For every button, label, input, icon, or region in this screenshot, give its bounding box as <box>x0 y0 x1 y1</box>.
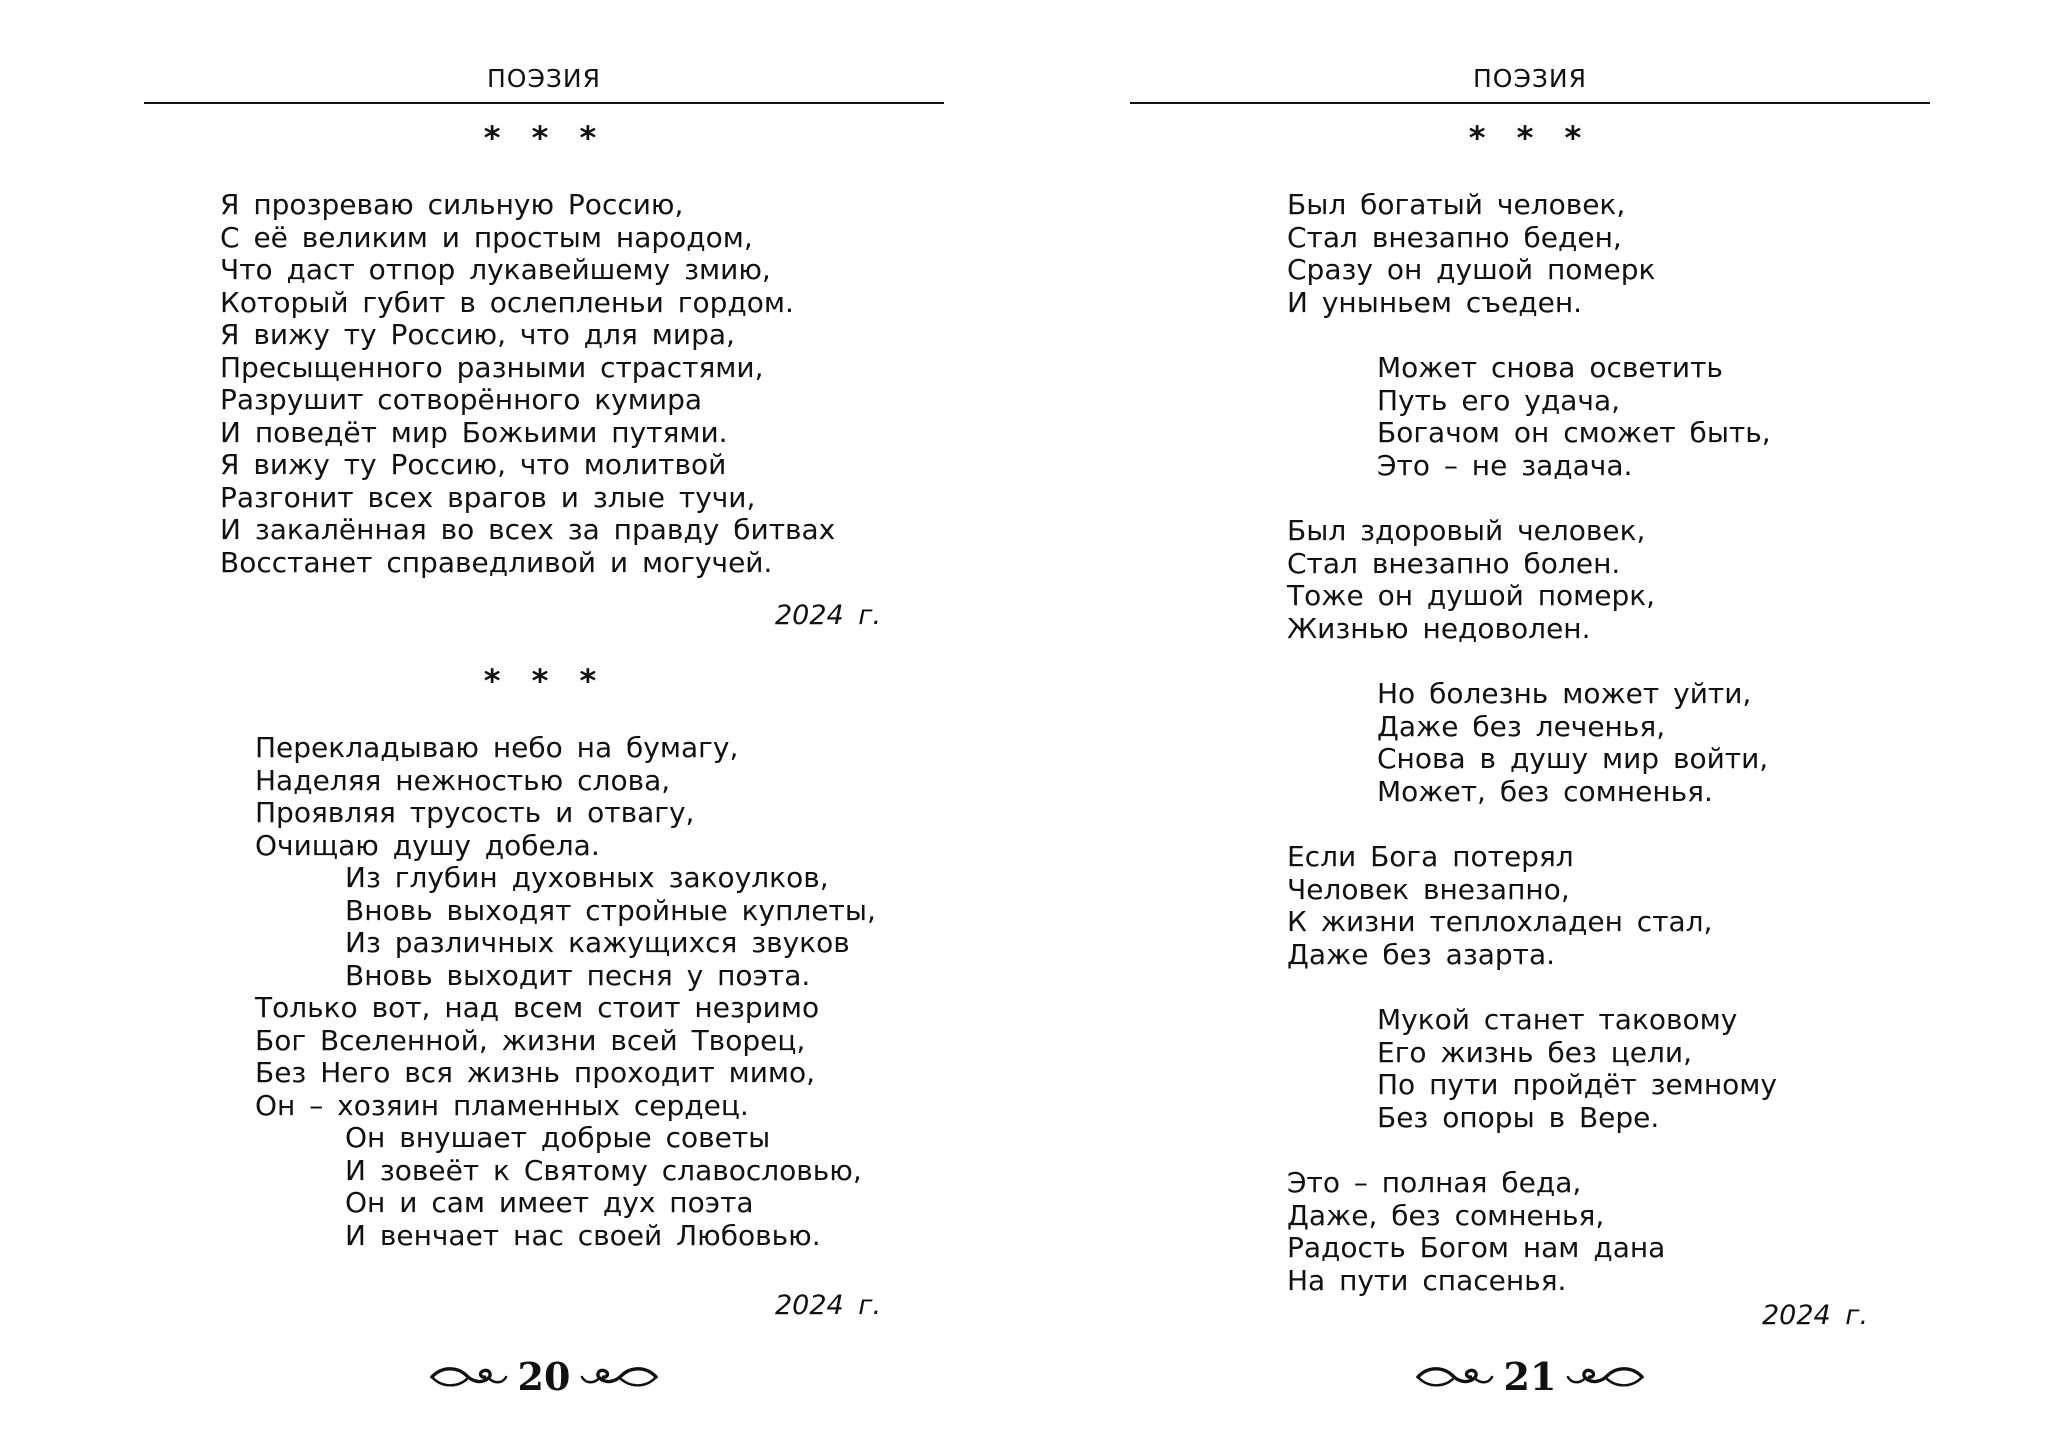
poem-line: Разгонит всех врагов и злые тучи, <box>220 480 756 514</box>
poem-line: Который губит в ослепленьи гордом. <box>220 285 794 319</box>
header-rule-right <box>1130 102 1930 104</box>
page-header-right: ПОЭЗИЯ <box>1472 64 1588 93</box>
poem-line: Стал внезапно болен. <box>1287 546 1621 580</box>
poem-line: Путь его удача, <box>1377 383 1620 417</box>
poem-line: Только вот, над всем стоит незримо <box>255 991 820 1024</box>
poem-line: По пути пройдёт земному <box>1377 1068 1777 1101</box>
ornament-left-icon <box>428 1362 510 1392</box>
poem-line: Его жизнь без цели, <box>1377 1035 1693 1069</box>
poem-line: Сразу он душой померк <box>1287 253 1656 286</box>
poem-line: И поведёт мир Божьими путями. <box>220 415 728 449</box>
ornament-right-icon <box>578 1362 660 1392</box>
poem-line: Стал внезапно беден, <box>1287 220 1622 254</box>
page-header-left: ПОЭЗИЯ <box>486 64 602 93</box>
header-rule-left <box>144 102 944 104</box>
poem-line: Но болезнь может уйти, <box>1377 677 1752 710</box>
poem-line: Был богатый человек, <box>1287 188 1626 221</box>
poem-line: Я прозреваю сильную Россию, <box>220 188 684 221</box>
poem-line: Очищаю душу добела. <box>255 828 600 862</box>
stanza-gap <box>1287 319 1777 352</box>
poem-line: Проявляя трусость и отвагу, <box>255 796 695 829</box>
poem-line: Из глубин духовных закоулков, <box>345 861 829 894</box>
poem-line: Я вижу ту Россию, что молитвой <box>220 448 727 481</box>
poem-line: Даже, без сомненья, <box>1287 1198 1605 1232</box>
stanza-gap <box>1287 645 1777 678</box>
poem-line: К жизни теплохладен стал, <box>1287 905 1713 938</box>
ornament-right-icon <box>1564 1362 1646 1392</box>
stanza-gap <box>1287 482 1777 515</box>
poem-line: Может, без сомненья. <box>1377 774 1713 808</box>
poem-line: Я вижу ту Россию, что для мира, <box>220 318 735 351</box>
poem-line: Что даст отпор лукавейшему змию, <box>220 253 771 286</box>
poem-line: Был здоровый человек, <box>1287 514 1646 547</box>
poem-perekladyvayu <box>255 732 876 1252</box>
stanza-gap <box>1287 1134 1777 1167</box>
poem-line: И зовеёт к Святому славословью, <box>345 1153 862 1187</box>
poem-line: Если Бога потерял <box>1287 840 1574 873</box>
poem-line: Даже без леченья, <box>1377 709 1666 743</box>
poem-line: Вновь выходят стройные куплеты, <box>345 893 876 927</box>
poem-line: Он внушает добрые советы <box>345 1121 771 1154</box>
poem-date-2: 2024 г. <box>775 1290 882 1321</box>
page-number-right <box>1386 1354 1674 1399</box>
stanza-gap <box>1287 971 1777 1004</box>
poem-line: Радость Богом нам дана <box>1287 1231 1666 1264</box>
ornament-left-icon <box>1414 1362 1496 1392</box>
poem-line: Мукой станет таковому <box>1377 1003 1738 1036</box>
poem-line: Даже без азарта. <box>1287 937 1556 971</box>
poem-line: Он – хозяин пламенных сердец. <box>255 1088 749 1122</box>
poem-separator-1: * * * <box>483 119 607 157</box>
poem-line: Богачом он сможет быть, <box>1377 416 1771 449</box>
poem-line: Жизнью недоволен. <box>1287 611 1591 645</box>
poem-separator-2: * * * <box>483 662 607 700</box>
poem-line: Бог Вселенной, жизни всей Творец, <box>255 1023 806 1057</box>
poem-line: Тоже он душой померк, <box>1287 579 1656 612</box>
poem-line: Вновь выходит песня у поэта. <box>345 958 811 992</box>
poem-line: На пути спасенья. <box>1287 1263 1567 1297</box>
poem-prozrevayu <box>220 189 835 579</box>
poem-line: Снова в душу мир войти, <box>1377 742 1769 775</box>
poem-line: Без опоры в Вере. <box>1377 1100 1660 1134</box>
poem-line: С её великим и простым народом, <box>220 220 753 254</box>
poem-date-1: 2024 г. <box>775 600 882 631</box>
poem-line: И венчает нас своей Любовью. <box>345 1218 821 1252</box>
poem-line: Может снова осветить <box>1377 351 1723 384</box>
poem-line: Восстанет справедливой и могучей. <box>220 545 773 579</box>
poem-line: И уныньем съеден. <box>1287 285 1583 319</box>
poem-chelovek <box>1287 189 1777 1297</box>
poem-line: Это – полная беда, <box>1287 1166 1582 1199</box>
poem-line: Пресыщенного разными страстями, <box>220 350 764 384</box>
poem-line: Разрушит сотворённого кумира <box>220 383 702 416</box>
poem-line: Это – не задача. <box>1377 448 1633 482</box>
poem-line: Перекладываю небо на бумагу, <box>255 731 739 764</box>
poem-line: Он и сам имеет дух поэта <box>345 1186 754 1219</box>
page-number-text: 20 <box>517 1354 571 1399</box>
page-right <box>1029 0 2058 1454</box>
poem-line: Из различных кажущихся звуков <box>345 926 850 959</box>
poem-line: Наделяя нежностью слова, <box>255 763 671 797</box>
poem-line: И закалённая во всех за правду битвах <box>220 513 836 546</box>
poem-date-3: 2024 г. <box>1762 1300 1869 1331</box>
poem-separator-3: * * * <box>1468 119 1592 157</box>
stanza-gap <box>1287 808 1777 841</box>
poem-line: Без Него вся жизнь проходит мимо, <box>255 1056 816 1089</box>
page-number-text: 21 <box>1503 1354 1557 1399</box>
page-number-left <box>400 1354 688 1399</box>
poem-line: Человек внезапно, <box>1287 872 1570 906</box>
